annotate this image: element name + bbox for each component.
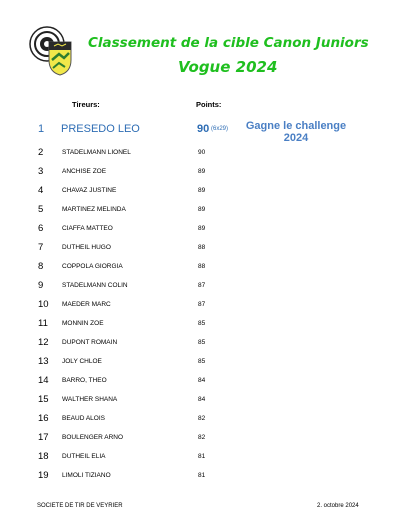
table-row [0, 200, 400, 219]
row-name: STADELMANN COLIN [62, 282, 128, 289]
row-rank: 17 [38, 432, 49, 443]
footer-club-name: SOCIETE DE TIR DE VEYRIER [37, 503, 123, 509]
table-row [0, 276, 400, 295]
winner-points: 90 [197, 123, 210, 135]
row-name: STADELMANN LIONEL [62, 149, 131, 156]
winner-tiebreak-note: (6x29) [211, 126, 229, 132]
row-name: WALTHER SHANA [62, 396, 118, 403]
table-row [0, 409, 400, 428]
challenge-line-1: Gagne le challenge [245, 120, 347, 132]
row-rank: 13 [38, 356, 49, 367]
table-row [0, 371, 400, 390]
row-rank: 8 [38, 261, 44, 272]
row-name: BARRO, THEO [62, 377, 107, 384]
row-points: 81 [198, 453, 206, 460]
row-points: 89 [198, 206, 206, 213]
row-rank: 7 [38, 242, 44, 253]
row-points: 85 [198, 320, 206, 327]
row-points: 87 [198, 301, 206, 308]
table-row [0, 219, 400, 238]
row-points: 88 [198, 263, 206, 270]
row-rank: 3 [38, 166, 44, 177]
page-subtitle: Vogue 2024 [178, 58, 278, 76]
row-rank: 14 [38, 375, 49, 386]
table-row [0, 162, 400, 181]
row-rank: 4 [38, 185, 44, 196]
challenge-line-2: 2024 [283, 132, 309, 144]
row-points: 88 [198, 244, 206, 251]
row-points: 84 [198, 396, 206, 403]
table-row [0, 390, 400, 409]
row-name: CIAFFA MATTEO [62, 225, 113, 232]
table-row [0, 333, 400, 352]
row-rank: 12 [38, 337, 49, 348]
table-row [0, 447, 400, 466]
row-rank: 5 [38, 204, 44, 215]
row-name: BEAUD ALOIS [62, 415, 105, 422]
row-rank: 19 [38, 470, 49, 481]
row-points: 81 [198, 472, 206, 479]
row-points: 89 [198, 225, 206, 232]
row-name: COPPOLA GIORGIA [62, 263, 123, 270]
row-rank: 16 [38, 413, 49, 424]
row-points: 89 [198, 187, 206, 194]
row-name: MONNIN ZOE [62, 320, 104, 327]
footer-date: 2. octobre 2024 [317, 503, 359, 509]
row-points: 87 [198, 282, 206, 289]
table-row [0, 181, 400, 200]
winner-rank: 1 [38, 123, 45, 135]
row-rank: 11 [38, 318, 48, 329]
row-name: BOULENGER ARNO [62, 434, 124, 441]
row-points: 90 [198, 149, 206, 156]
row-points: 82 [198, 415, 206, 422]
challenge-label [236, 120, 356, 144]
table-row [0, 352, 400, 371]
row-points: 82 [198, 434, 206, 441]
ranking-list [0, 143, 400, 485]
row-rank: 10 [38, 299, 49, 310]
column-header-points: Points: [196, 100, 222, 109]
row-name: DUTHEIL ELIA [62, 453, 106, 460]
row-name: DUPONT ROMAIN [62, 339, 118, 346]
page-title: Classement de la cible Canon Juniors [88, 35, 369, 51]
row-name: DUTHEIL HUGO [62, 244, 111, 251]
table-row [0, 295, 400, 314]
row-points: 89 [198, 168, 206, 175]
table-row [0, 257, 400, 276]
table-row [0, 238, 400, 257]
row-name: LIMOLI TIZIANO [62, 472, 111, 479]
row-name: MARTINEZ MELINDA [62, 206, 126, 213]
club-logo-icon [25, 24, 77, 76]
row-rank: 6 [38, 223, 44, 234]
table-row [0, 314, 400, 333]
column-header-shooters: Tireurs: [72, 100, 100, 109]
row-points: 85 [198, 358, 206, 365]
row-rank: 9 [38, 280, 44, 291]
row-name: JOLY CHLOE [62, 358, 102, 365]
row-name: CHAVAZ JUSTINE [62, 187, 117, 194]
table-row [0, 143, 400, 162]
row-name: MAEDER MARC [62, 301, 111, 308]
row-name: ANCHISE ZOE [62, 168, 107, 175]
winner-name: PRESEDO LEO [61, 123, 140, 135]
row-rank: 15 [38, 394, 49, 405]
row-points: 85 [198, 339, 206, 346]
table-row [0, 428, 400, 447]
table-row [0, 466, 400, 485]
row-rank: 2 [38, 147, 44, 158]
row-rank: 18 [38, 451, 49, 462]
row-points: 84 [198, 377, 206, 384]
